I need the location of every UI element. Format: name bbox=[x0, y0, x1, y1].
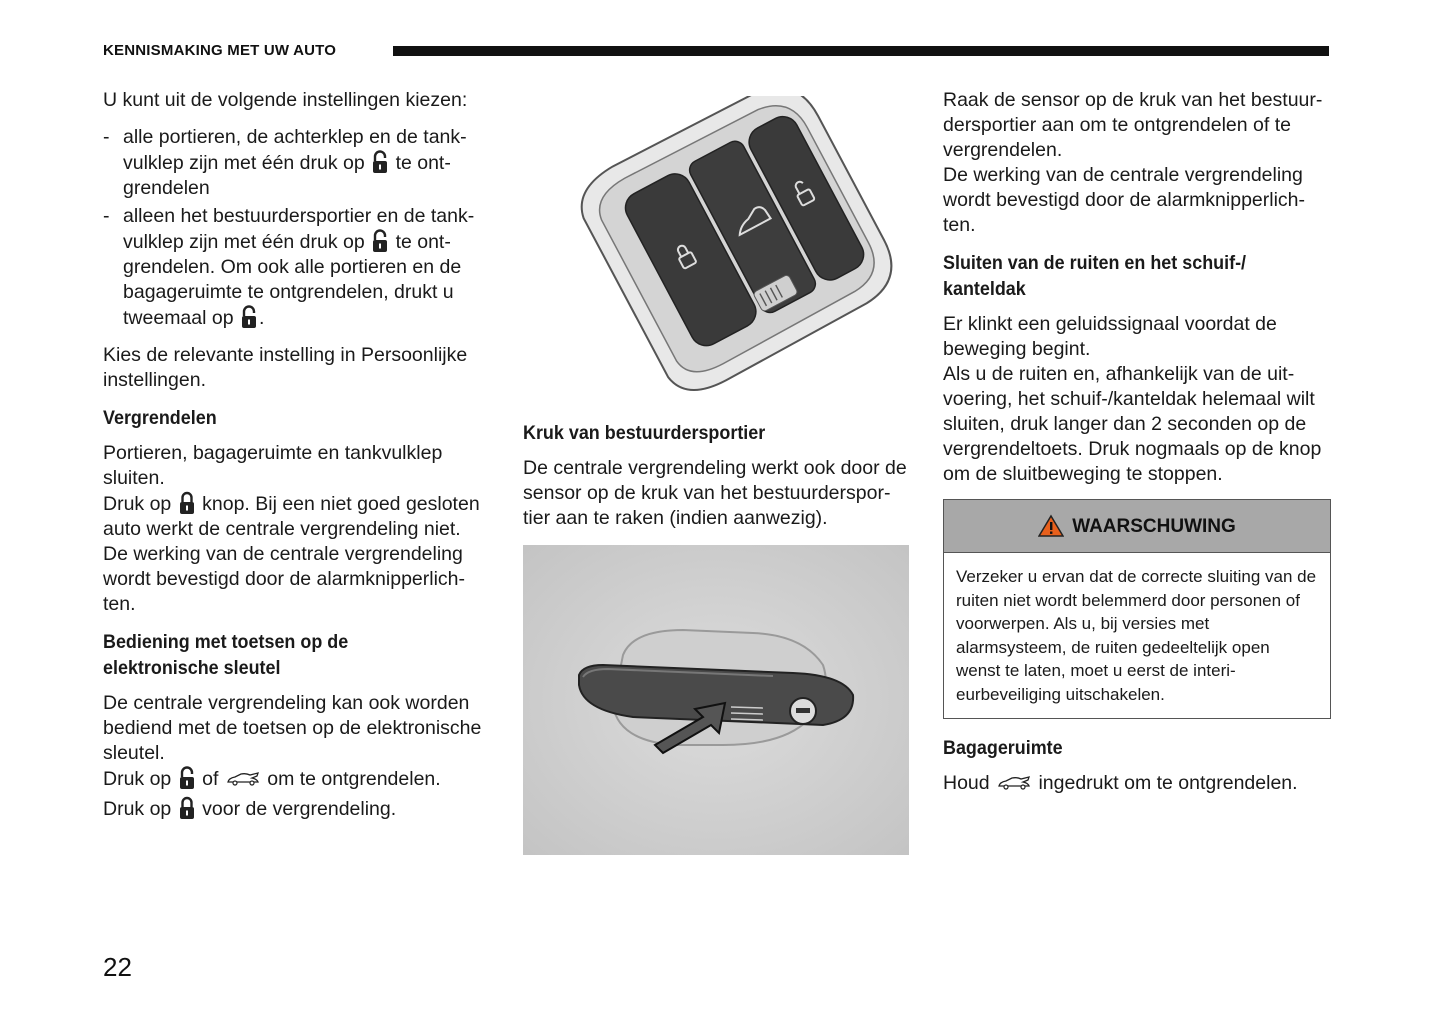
padlock-open-icon bbox=[372, 150, 388, 174]
lock-text-3: De werking van de centrale vergrendeling wordt bevestigd door de alarmknipperlich-ten. bbox=[103, 543, 466, 615]
remote-text-3-b: voor de vergrendeling. bbox=[202, 798, 397, 820]
padlock-closed-icon bbox=[179, 796, 195, 820]
padlock-open-icon bbox=[372, 229, 388, 253]
sensor-text: Raak de sensor op de kruk van het bestuur-dersportier aan om te ontgrendelen of te vergrendelen. bbox=[943, 89, 1323, 161]
heading-vergrendelen: Vergrendelen bbox=[103, 407, 217, 429]
heading-remote: Bediening met toetsen op de elektronische sleutel bbox=[103, 631, 349, 679]
warning-title: WAARSCHUWING bbox=[1072, 515, 1236, 537]
remote-text-2-b: of bbox=[202, 768, 219, 790]
tailgate-car-icon bbox=[997, 776, 1031, 790]
header-rule bbox=[393, 46, 1329, 56]
padlock-open-icon bbox=[179, 766, 195, 790]
heading-windows: Sluiten van de ruiten en het schuif-/ kanteldak bbox=[943, 252, 1247, 300]
windows-text-2: Als u de ruiten en, afhankelijk van de uit-voering, het schuif-/kanteldak helemaal wilt sluiten, druk langer dan 2 seconden op de vergrendeltoets. Druk nogmaals op de knop om de sluitbeweging te stoppen. bbox=[943, 363, 1322, 485]
remote-text-1: De centrale vergrendeling kan ook worden bediend met de toetsen op de elektronische sleutel. bbox=[103, 692, 482, 764]
boot-text-b: ingedrukt om te ontgrendelen. bbox=[1038, 772, 1298, 794]
column-middle bbox=[523, 414, 911, 543]
lock-text-2 bbox=[103, 491, 493, 542]
remote-text-3 bbox=[103, 796, 493, 822]
list-item-text: te ont-grendelen bbox=[123, 152, 451, 199]
boot-text-a: Houd bbox=[943, 772, 990, 794]
padlock-open-icon bbox=[241, 305, 257, 329]
warning-header bbox=[944, 500, 1330, 553]
remote-text-2-a: Druk op bbox=[103, 768, 172, 790]
lock-text-2-b: knop. Bij een niet goed gesloten auto werkt de centrale vergrendeling niet. bbox=[103, 493, 480, 540]
list-item-text: . bbox=[259, 307, 265, 329]
warning-box bbox=[943, 499, 1331, 719]
column-left bbox=[103, 88, 493, 834]
list-item-text: alle portieren, de achterklep en de tank-vulklep zijn met één druk op bbox=[123, 126, 467, 174]
section-header: KENNISMAKING MET UW AUTO bbox=[103, 42, 337, 59]
heading-bagageruimte: Bagageruimte bbox=[943, 737, 1063, 759]
list-item bbox=[103, 125, 493, 201]
door-handle-text: De centrale vergrendeling werkt ook door de sensor op de kruk van het bestuurderspor-tier aan te raken (indien aanwezig). bbox=[523, 457, 907, 529]
remote-text-2 bbox=[103, 766, 493, 792]
settings-list bbox=[103, 125, 493, 331]
tailgate-car-icon bbox=[226, 772, 260, 786]
key-fob-image bbox=[523, 96, 911, 396]
warning-text: Verzeker u ervan dat de correcte sluiting van de ruiten niet wordt belemmerd door personen of voorwerpen. Als u, bij versies met alarmsysteem, de ruiten gedeeltelijk open wenst te laten, moet u eerst de interi-eurbeveiliging uitschakelen. bbox=[956, 567, 1317, 704]
list-item-text: alleen het bestuurdersportier en de tank-vulklep zijn met één druk op bbox=[123, 205, 475, 253]
intro-text: U kunt uit de volgende instellingen kiezen: bbox=[103, 89, 468, 111]
padlock-closed-icon bbox=[179, 491, 195, 515]
boot-text bbox=[943, 771, 1333, 796]
lock-text-1: Portieren, bagageruimte en tankvulklep sluiten. bbox=[103, 442, 443, 489]
page-number: 22 bbox=[103, 952, 132, 982]
column-right bbox=[943, 88, 1333, 808]
list-item-text: te ont-grendelen. Om ook alle portieren en de bagageruimte te ontgrendelen, drukt u tweemaal op bbox=[123, 231, 462, 329]
list-item bbox=[103, 204, 493, 331]
heading-door-handle: Kruk van bestuurdersportier bbox=[523, 422, 766, 444]
windows-text-1: Er klinkt een geluidssignaal voordat de beweging begint. bbox=[943, 313, 1277, 360]
remote-text-2-c: om te ontgrendelen. bbox=[267, 768, 441, 790]
warning-triangle-icon bbox=[1038, 514, 1064, 538]
confirm-text: De werking van de centrale vergrendeling wordt bevestigd door de alarmknipperlich-ten. bbox=[943, 164, 1306, 236]
settings-hint: Kies de relevante instelling in Persoonlijke instellingen. bbox=[103, 344, 468, 391]
remote-text-3-a: Druk op bbox=[103, 798, 172, 820]
lock-text-2-a: Druk op bbox=[103, 493, 172, 515]
door-handle-image bbox=[523, 545, 909, 855]
